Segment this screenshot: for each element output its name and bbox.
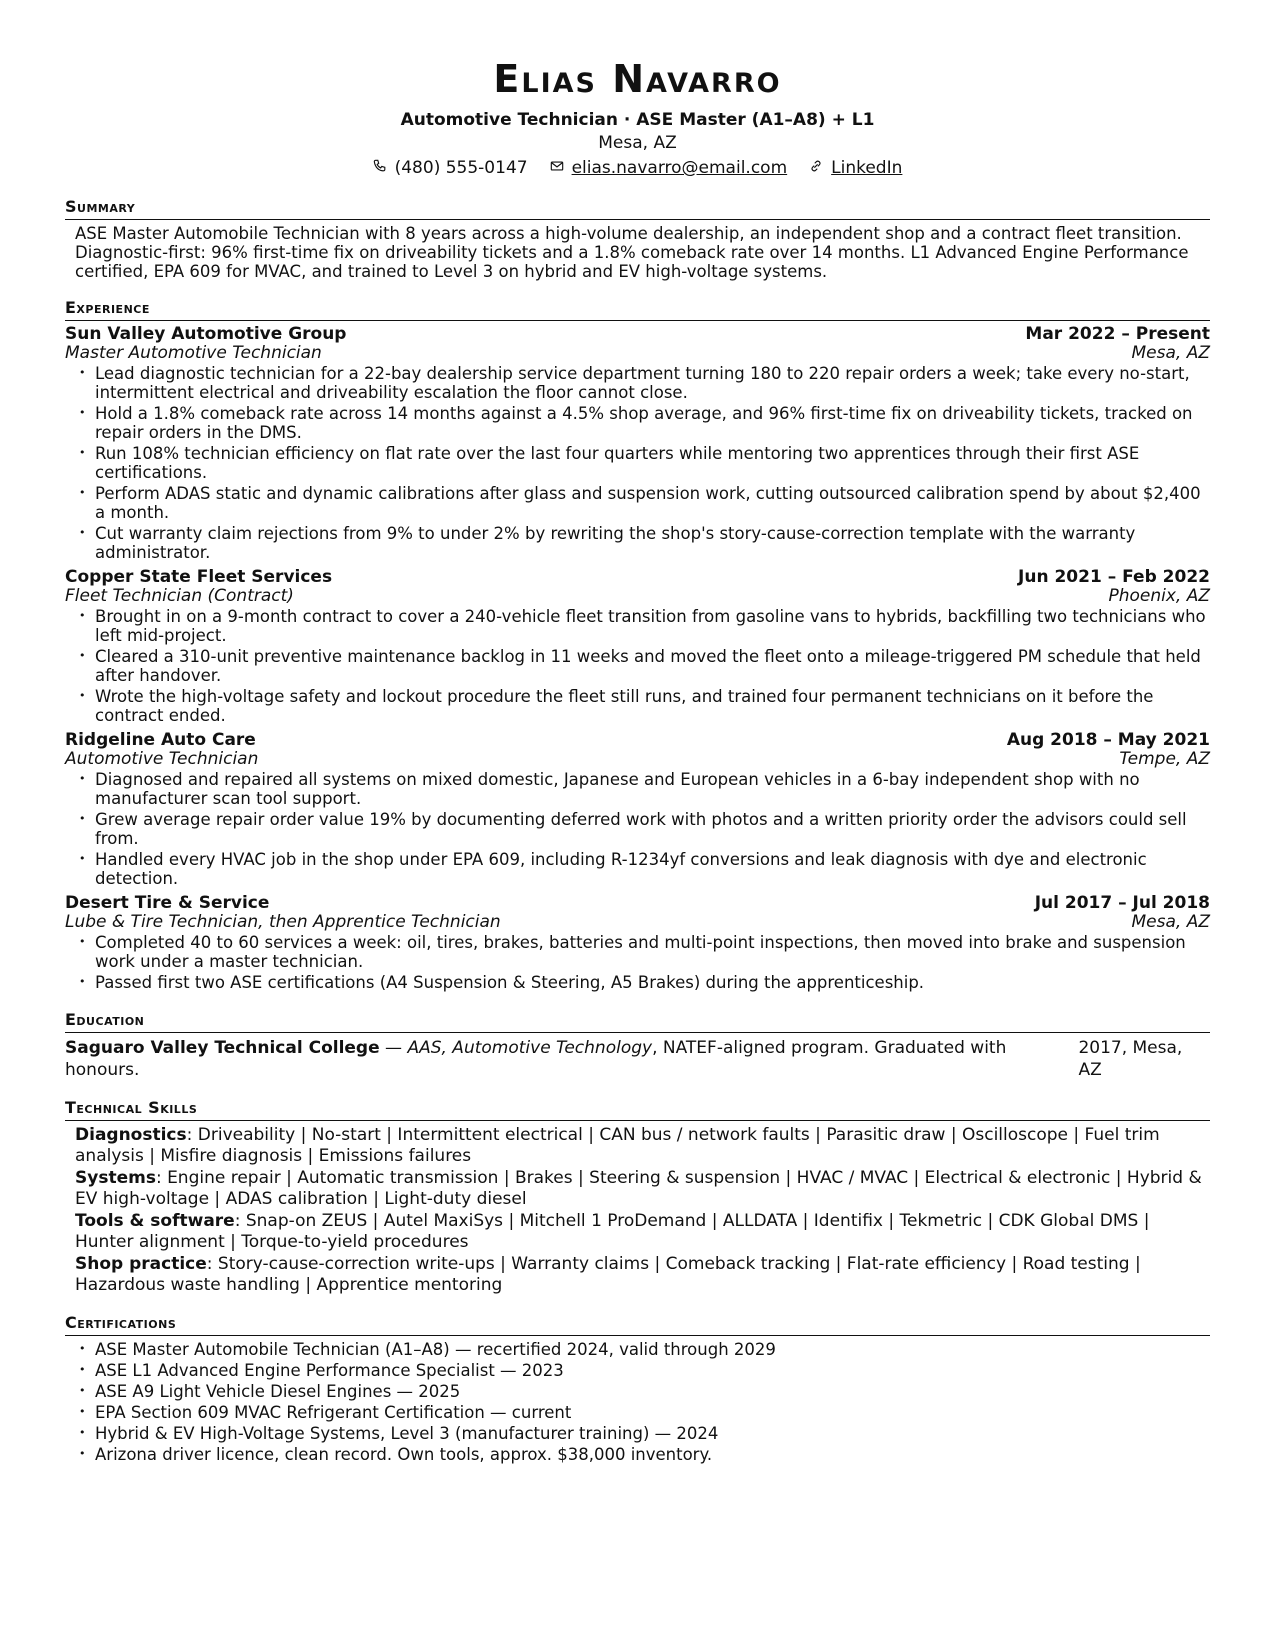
contact-bar: [65, 156, 1210, 180]
certifications-list: [65, 1340, 1210, 1465]
school-name: Saguaro Valley Technical College: [65, 1038, 380, 1058]
certifications-section: [65, 1312, 1210, 1465]
skills-list: [65, 1125, 1210, 1296]
job-location: Mesa, AZ: [1131, 912, 1210, 932]
headline: Automotive Technician · ASE Master (A1–A8) + L1: [400, 110, 875, 130]
skill-group: [75, 1211, 1210, 1253]
job-company: Desert Tire & Service: [65, 893, 270, 913]
skill-group-items: : Story-cause-correction write-ups | Warranty claims | Comeback tracking | Flat-rate efficiency | Road testing | Hazardous waste handling | Apprentice mentoring: [75, 1254, 1141, 1295]
job-bullet: • Perform ADAS static and dynamic calibrations after glass and suspension work, cutting outsourced calibration spend by about $2,400 a month.: [95, 484, 1210, 523]
resume-header: [65, 56, 1210, 180]
job-bullets: [65, 770, 1210, 889]
job-bullet: • Handled every HVAC job in the shop under EPA 609, including R-1234yf conversions and leak diagnosis with dye and electronic detection.: [95, 850, 1210, 889]
skill-group-label: Tools & software: [75, 1211, 235, 1231]
job-location: Phoenix, AZ: [1108, 586, 1210, 606]
summary-text: ASE Master Automobile Technician with 8 years across a high-volume dealership, an independent shop and a contract fleet transition. Diagnostic-first: 96% first-time fix on driveability tickets and a 1.8% comeback rate over 14 months. L1 Advanced Engine Performance certified, EPA 609 for MVAC, and trained to Level 3 on hybrid and EV high-voltage systems.: [75, 224, 1189, 281]
certification-item: • EPA Section 609 MVAC Refrigerant Certification — current: [95, 1403, 1210, 1423]
email-link[interactable]: elias.navarro@email.com: [571, 158, 788, 178]
skill-group-label: Systems: [75, 1168, 156, 1188]
job-entry: [65, 325, 1210, 563]
skill-group-items: : Driveability | No-start | Intermittent electrical | CAN bus / network faults | Parasitic draw | Oscilloscope | Fuel trim analysis | Misfire diagnosis | Emissions failures: [75, 1125, 1160, 1166]
job-bullet: • Passed first two ASE certifications (A4 Suspension & Steering, A5 Brakes) during the apprenticeship.: [95, 973, 1210, 993]
mail-icon: [550, 156, 564, 180]
job-bullet: • Cleared a 310-unit preventive maintenance backlog in 11 weeks and moved the fleet onto a mileage-triggered PM schedule that held after handover.: [95, 647, 1210, 686]
phone-icon: [373, 156, 387, 180]
certification-item: • Hybrid & EV High-Voltage Systems, Level 3 (manufacturer training) — 2024: [95, 1424, 1210, 1444]
job-bullet: • Grew average repair order value 19% by documenting deferred work with photos and a written priority order the advisors could sell from.: [95, 810, 1210, 849]
certification-item: • ASE Master Automobile Technician (A1–A8) — recertified 2024, valid through 2029: [95, 1340, 1210, 1360]
education-entry: [65, 1037, 1210, 1081]
skill-group-items: : Snap-on ZEUS | Autel MaxiSys | Mitchell 1 ProDemand | ALLDATA | Identifix | Tekmetric | CDK Global DMS | Hunter alignment | Torque-to-yield procedures: [75, 1211, 1150, 1252]
location: Mesa, AZ: [598, 133, 677, 153]
skills-section: [65, 1097, 1210, 1296]
phone-item: [373, 156, 528, 180]
job-dates: Jul 2017 – Jul 2018: [1034, 893, 1210, 913]
summary-heading: Summary: [65, 196, 1210, 220]
skill-group: [75, 1168, 1210, 1210]
job-entry: [65, 894, 1210, 993]
degree-name: AAS, Automotive Technology: [407, 1038, 653, 1058]
skill-group: [75, 1254, 1210, 1296]
certification-item: • ASE A9 Light Vehicle Diesel Engines — 2025: [95, 1382, 1210, 1402]
job-bullet: • Run 108% technician efficiency on flat rate over the last four quarters while mentoring two apprentices through their first ASE certifications.: [95, 444, 1210, 483]
resume-page: [65, 56, 1210, 1470]
job-role: Automotive Technician: [65, 749, 259, 769]
job-entry: [65, 568, 1210, 726]
link-icon: [809, 156, 823, 180]
experience-section: [65, 297, 1210, 993]
job-role: Lube & Tire Technician, then Apprentice Technician: [65, 912, 501, 932]
skill-group-label: Shop practice: [75, 1254, 207, 1274]
linkedin-item[interactable]: [809, 156, 902, 180]
job-location: Tempe, AZ: [1119, 749, 1210, 769]
job-bullets: [65, 933, 1210, 993]
linkedin-link[interactable]: LinkedIn: [831, 158, 903, 178]
job-bullet: • Lead diagnostic technician for a 22-bay dealership service department turning 180 to 220 repair orders a week; take every no-start, intermittent electrical and driveability escalation the floor cannot close.: [95, 364, 1210, 403]
certifications-heading: Certifications: [65, 1312, 1210, 1336]
job-bullet: • Brought in on a 9-month contract to cover a 240-vehicle fleet transition from gasoline vans to hybrids, backfilling two technicians who left mid-project.: [95, 607, 1210, 646]
job-bullets: [65, 364, 1210, 563]
certification-item: • ASE L1 Advanced Engine Performance Specialist — 2023: [95, 1361, 1210, 1381]
email-item[interactable]: [550, 156, 788, 180]
job-bullets: [65, 607, 1210, 726]
job-bullet: • Completed 40 to 60 services a week: oil, tires, brakes, batteries and multi-point inspections, then moved into brake and suspension work under a master technician.: [95, 933, 1210, 972]
education-heading: Education: [65, 1009, 1210, 1033]
skill-group-items: : Engine repair | Automatic transmission | Brakes | Steering & suspension | HVAC / MVAC | Electrical & electronic | Hybrid & EV high-voltage | ADAS calibration | Light-duty diesel: [75, 1168, 1202, 1209]
candidate-name: Elias Navarro: [493, 57, 782, 101]
job-company: Copper State Fleet Services: [65, 567, 333, 587]
skill-group-label: Diagnostics: [75, 1125, 187, 1145]
job-company: Ridgeline Auto Care: [65, 730, 256, 750]
job-role: Master Automotive Technician: [65, 343, 322, 363]
job-bullet: • Cut warranty claim rejections from 9% to under 2% by rewriting the shop's story-cause-correction template with the warranty administrator.: [95, 524, 1210, 563]
certification-item: • Arizona driver licence, clean record. Own tools, approx. $38,000 inventory.: [95, 1445, 1210, 1465]
job-dates: Aug 2018 – May 2021: [1006, 730, 1210, 750]
job-bullet: • Diagnosed and repaired all systems on mixed domestic, Japanese and European vehicles in a 6-bay independent shop with no manufacturer scan tool support.: [95, 770, 1210, 809]
education-year-location: 2017, Mesa, AZ: [1078, 1038, 1183, 1080]
experience-heading: Experience: [65, 297, 1210, 321]
job-company: Sun Valley Automotive Group: [65, 324, 347, 344]
job-bullet: • Hold a 1.8% comeback rate across 14 months against a 4.5% shop average, and 96% first-time fix on driveability tickets, tracked on repair orders in the DMS.: [95, 404, 1210, 443]
job-bullet: • Wrote the high-voltage safety and lockout procedure the fleet still runs, and trained four permanent technicians on it before the contract ended.: [95, 687, 1210, 726]
skill-group: [75, 1125, 1210, 1167]
phone-number: (480) 555-0147: [394, 158, 528, 178]
job-role: Fleet Technician (Contract): [65, 586, 294, 606]
job-dates: Jun 2021 – Feb 2022: [1018, 567, 1210, 587]
education-details: , NATEF-aligned program. Graduated with honours.: [65, 1038, 1007, 1080]
skills-heading: Technical Skills: [65, 1097, 1210, 1121]
job-location: Mesa, AZ: [1131, 343, 1210, 363]
education-section: [65, 1009, 1210, 1081]
job-dates: Mar 2022 – Present: [1025, 324, 1210, 344]
summary-section: [65, 196, 1210, 281]
education-separator: —: [379, 1038, 408, 1058]
job-entry: [65, 731, 1210, 889]
